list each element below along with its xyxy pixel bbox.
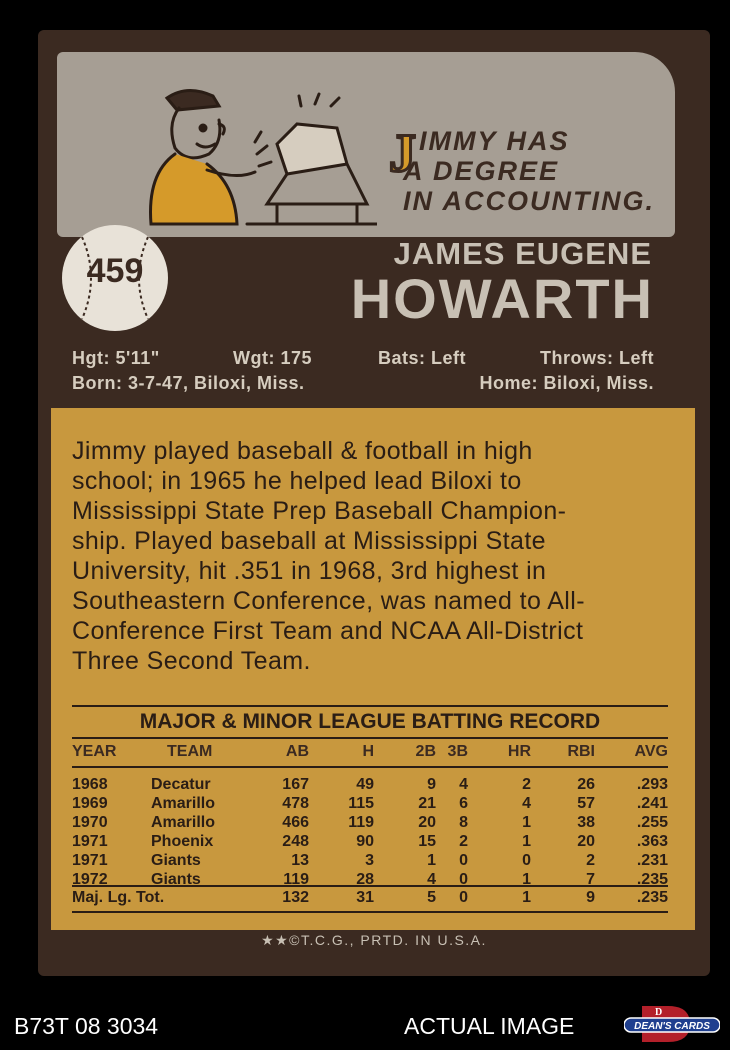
cell-team: Amarillo xyxy=(151,814,216,831)
cell-2b: 4 xyxy=(427,871,436,888)
stat-weight: Wgt: 175 xyxy=(233,348,313,368)
bio-line: University, hit .351 in 1968, 3rd highest in xyxy=(72,557,547,585)
bio-line: Three Second Team. xyxy=(72,647,311,675)
table-row xyxy=(72,833,668,852)
stat-height: Hgt: 5'11" xyxy=(72,348,160,368)
caption-line-2: A DEGREE xyxy=(403,156,560,186)
card-back xyxy=(38,30,710,976)
header-year: YEAR xyxy=(72,743,117,760)
bio-line: school; in 1965 he helped lead Biloxi to xyxy=(72,467,522,495)
cell-2b: 20 xyxy=(418,814,436,831)
player-last-name: HOWARTH xyxy=(350,267,654,330)
cell-ab: 167 xyxy=(282,776,309,793)
totals-2b: 5 xyxy=(427,889,436,906)
cell-team: Phoenix xyxy=(151,833,214,850)
table-row xyxy=(72,814,668,833)
header-hr: HR xyxy=(507,743,531,760)
cell-avg: .255 xyxy=(636,814,668,831)
cell-hr: 0 xyxy=(522,852,531,869)
stat-throws: Throws: Left xyxy=(540,348,654,368)
cell-year: 1972 xyxy=(72,871,108,888)
cell-avg: .241 xyxy=(636,795,668,812)
cell-3b: 6 xyxy=(459,795,468,812)
bio-line: Conference First Team and NCAA All-District xyxy=(72,617,584,645)
cell-ab: 119 xyxy=(283,871,309,888)
cell-3b: 2 xyxy=(459,833,468,850)
card-number: 459 xyxy=(86,252,144,290)
cell-2b: 21 xyxy=(418,795,436,812)
logo-text: DEAN'S CARDS xyxy=(634,1021,710,1032)
cell-rbi: 57 xyxy=(577,795,595,812)
caption-initial: J xyxy=(389,123,416,183)
totals-ab: 132 xyxy=(282,889,309,906)
cell-h: 28 xyxy=(356,871,374,888)
cell-hr: 1 xyxy=(522,871,531,888)
deans-cards-logo-icon xyxy=(624,1004,720,1044)
totals-avg: .235 xyxy=(636,889,668,906)
cell-2b: 15 xyxy=(418,833,436,850)
cert-id: B73T 08 3034 xyxy=(14,1013,159,1039)
cell-3b: 0 xyxy=(459,871,468,888)
cell-team: Decatur xyxy=(151,776,211,793)
cell-year: 1970 xyxy=(72,814,108,831)
header-avg: AVG xyxy=(634,743,668,760)
cell-rbi: 7 xyxy=(586,871,595,888)
table-row xyxy=(72,795,668,814)
cell-ab: 248 xyxy=(282,833,309,850)
cell-ab: 478 xyxy=(282,795,309,812)
cell-year: 1971 xyxy=(72,852,108,869)
header-rbi: RBI xyxy=(567,743,595,760)
cell-h: 115 xyxy=(348,795,374,812)
header-team: TEAM xyxy=(167,743,213,760)
totals-rbi: 9 xyxy=(586,889,595,906)
bio-line: Mississippi State Prep Baseball Champion- xyxy=(72,497,567,525)
table-header-row xyxy=(72,740,668,768)
cartoon-panel xyxy=(57,52,675,237)
header-2b: 2B xyxy=(415,743,436,760)
cell-3b: 4 xyxy=(459,776,468,793)
cell-team: Giants xyxy=(151,852,201,869)
cell-team: Giants xyxy=(151,871,201,888)
cell-3b: 8 xyxy=(459,814,468,831)
cell-rbi: 26 xyxy=(577,776,595,793)
cell-team: Amarillo xyxy=(151,795,216,812)
totals-label: Maj. Lg. Tot. xyxy=(72,889,165,906)
bio-line: Southeastern Conference, was named to All- xyxy=(72,587,585,615)
cell-hr: 4 xyxy=(522,795,531,812)
caption-line-3: IN ACCOUNTING. xyxy=(403,186,655,216)
cell-avg: .363 xyxy=(636,833,668,850)
header-h: H xyxy=(362,743,374,760)
caption-line-1: IMMY HAS xyxy=(419,126,570,156)
player-first-name: JAMES EUGENE xyxy=(393,236,652,271)
cartoon-typist-icon xyxy=(127,84,377,234)
logo-letter: D xyxy=(655,1007,663,1018)
copyright-line: ★★©T.C.G., PRTD. IN U.S.A. xyxy=(261,932,487,948)
cell-avg: .293 xyxy=(636,776,668,793)
cell-h: 49 xyxy=(356,776,374,793)
bio-line: Jimmy played baseball & football in high xyxy=(72,437,533,465)
stat-home: Home: Biloxi, Miss. xyxy=(479,373,654,393)
cell-h: 119 xyxy=(348,814,374,831)
stat-bats: Bats: Left xyxy=(378,348,467,368)
cell-hr: 1 xyxy=(522,814,531,831)
stat-born: Born: 3-7-47, Biloxi, Miss. xyxy=(72,373,305,393)
cell-ab: 13 xyxy=(291,852,309,869)
totals-hr: 1 xyxy=(522,889,531,906)
cell-year: 1971 xyxy=(72,833,108,850)
cell-hr: 1 xyxy=(522,833,531,850)
cell-avg: .231 xyxy=(636,852,668,869)
totals-row xyxy=(72,885,668,913)
cell-year: 1969 xyxy=(72,795,108,812)
cell-avg: .235 xyxy=(636,871,668,888)
record-title: MAJOR & MINOR LEAGUE BATTING RECORD xyxy=(72,705,668,739)
totals-3b: 0 xyxy=(459,889,468,906)
cell-rbi: 38 xyxy=(577,814,595,831)
batting-record-table xyxy=(72,740,668,890)
cell-h: 90 xyxy=(356,833,374,850)
cell-3b: 0 xyxy=(459,852,468,869)
cell-hr: 2 xyxy=(522,776,531,793)
cell-rbi: 20 xyxy=(577,833,595,850)
table-row xyxy=(72,852,668,871)
cell-year: 1968 xyxy=(72,776,108,793)
header-3b: 3B xyxy=(447,743,468,760)
cell-ab: 466 xyxy=(282,814,309,831)
bio-line: ship. Played baseball at Mississippi State xyxy=(72,527,546,555)
totals-h: 31 xyxy=(356,889,374,906)
header-ab: AB xyxy=(285,743,309,760)
actual-image-label: ACTUAL IMAGE xyxy=(404,1013,575,1039)
bio-panel xyxy=(51,408,695,930)
cell-2b: 1 xyxy=(427,852,436,869)
cell-h: 3 xyxy=(365,852,374,869)
cell-rbi: 2 xyxy=(586,852,595,869)
cell-2b: 9 xyxy=(427,776,436,793)
table-row xyxy=(72,776,668,795)
